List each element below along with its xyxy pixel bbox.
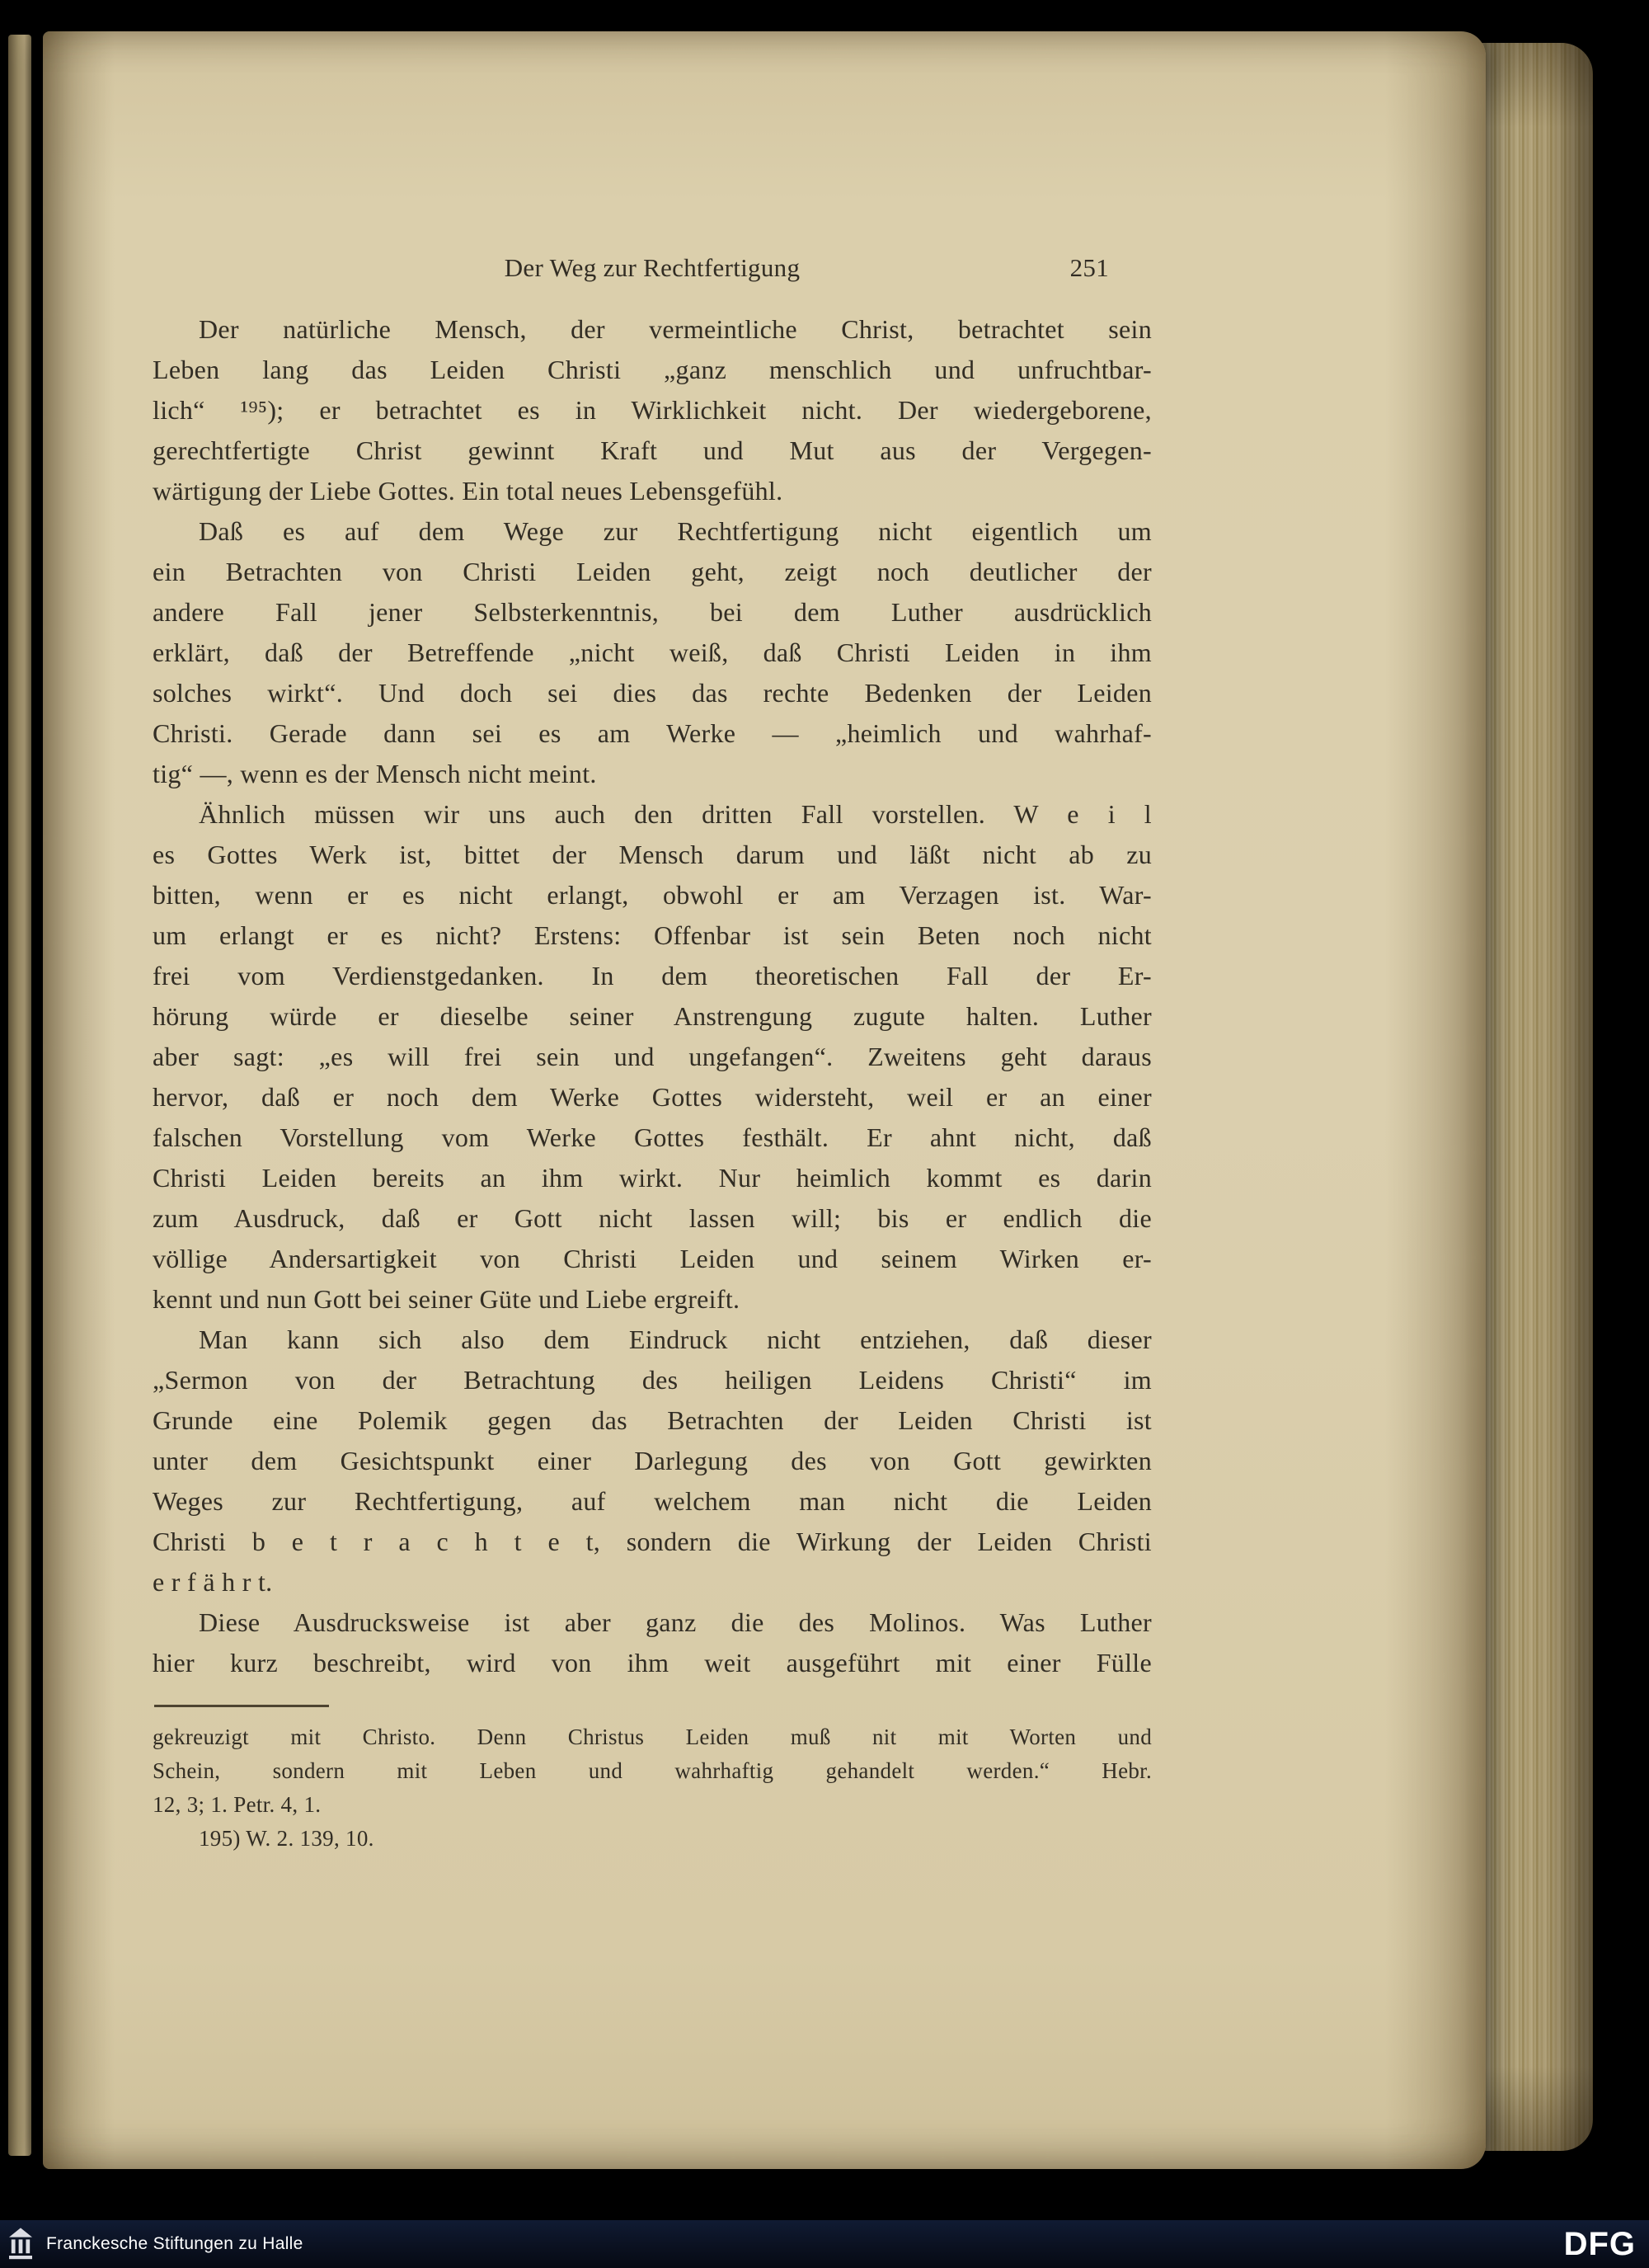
paragraph-4 xyxy=(153,1320,1152,1602)
running-title: Der Weg zur Rechtfertigung xyxy=(504,253,801,282)
text-line: um erlangt er es nicht? Erstens: Offenbar ist sein Beten noch nicht xyxy=(153,920,1152,950)
text-line: völlige Andersartigkeit von Christi Leiden und seinem Wirken er- xyxy=(153,1244,1152,1273)
paragraph-1 xyxy=(153,309,1152,511)
book-page xyxy=(43,31,1486,2169)
paragraph-5 xyxy=(153,1602,1152,1683)
text-line: falschen Vorstellung vom Werke Gottes festhält. Er ahnt nicht, daß xyxy=(153,1122,1152,1152)
text-line: Ähnlich müssen wir uns auch den dritten Fall vorstellen. W e i l xyxy=(199,799,1152,829)
text-line: zum Ausdruck, daß er Gott nicht lassen will; bis er endlich die xyxy=(153,1203,1152,1233)
page-header xyxy=(153,247,1152,288)
text-line: Daß es auf dem Wege zur Rechtfertigung nicht eigentlich um xyxy=(199,516,1152,546)
text-line: gerechtfertigte Christ gewinnt Kraft und Mut aus der Vergegen- xyxy=(153,435,1152,465)
text-line: Christi. Gerade dann sei es am Werke — „heimlich und wahrhaf- xyxy=(153,718,1152,748)
provider-name: Franckesche Stiftungen zu Halle xyxy=(46,2234,303,2253)
paragraph-3 xyxy=(153,794,1152,1320)
text-line: tig“ —, wenn es der Mensch nicht meint. xyxy=(153,759,597,788)
dfg-logo: DFG xyxy=(1563,2225,1636,2262)
text-line: wärtigung der Liebe Gottes. Ein total neues Lebensgefühl. xyxy=(153,476,783,506)
text-block xyxy=(153,247,1152,1856)
text-line: Weges zur Rechtfertigung, auf welchem man nicht die Leiden xyxy=(153,1486,1152,1516)
text-line: gekreuzigt mit Christo. Denn Christus Leiden muß nit mit Worten und xyxy=(153,1725,1152,1749)
text-line: Man kann sich also dem Eindruck nicht entziehen, daß dieser xyxy=(199,1325,1152,1354)
viewer-footer-bar xyxy=(0,2220,1649,2268)
text-line: Christi Leiden bereits an ihm wirkt. Nur heimlich kommt es darin xyxy=(153,1163,1152,1193)
text-line: kennt und nun Gott bei seiner Güte und Liebe ergreift. xyxy=(153,1284,740,1314)
text-line: Christi b e t r a c h t e t, sondern die Wirkung der Leiden Christi xyxy=(153,1527,1152,1556)
text-line: frei vom Verdienstgedanken. In dem theoretischen Fall der Er- xyxy=(153,961,1152,990)
text-line: Schein, sondern mit Leben und wahrhaftig gehandelt werden.“ Hebr. xyxy=(153,1758,1152,1783)
franckesche-stiftungen-logo xyxy=(7,2227,35,2261)
text-line: Der natürliche Mensch, der vermeintliche Christ, betrachtet sein xyxy=(199,314,1152,344)
opposite-page-edge xyxy=(8,35,31,2156)
text-line: Leben lang das Leiden Christi „ganz menschlich und unfruchtbar- xyxy=(153,355,1152,384)
text-line: andere Fall jener Selbsterkenntnis, bei dem Luther ausdrücklich xyxy=(153,597,1152,627)
text-line: lich“ ¹⁹⁵); er betrachtet es in Wirklichkeit nicht. Der wiedergeborene, xyxy=(153,395,1152,425)
text-line: es Gottes Werk ist, bittet der Mensch darum und läßt nicht ab zu xyxy=(153,840,1152,869)
text-line: hier kurz beschreibt, wird von ihm weit ausgeführt mit einer Fülle xyxy=(153,1648,1152,1677)
page-stack-fore-edge xyxy=(1474,43,1593,2151)
text-line: hervor, daß er noch dem Werke Gottes widersteht, weil er an einer xyxy=(153,1082,1152,1112)
paragraph-2 xyxy=(153,511,1152,794)
footnote-separator xyxy=(154,1705,329,1707)
text-line: Grunde eine Polemik gegen das Betrachten der Leiden Christi ist xyxy=(153,1405,1152,1435)
text-line: aber sagt: „es will frei sein und ungefangen“. Zweitens geht daraus xyxy=(153,1042,1152,1071)
text-line: „Sermon von der Betrachtung des heiligen Leidens Christi“ im xyxy=(153,1365,1152,1395)
text-line: erklärt, daß der Betreffende „nicht weiß, daß Christi Leiden in ihm xyxy=(153,638,1152,667)
text-line: 12, 3; 1. Petr. 4, 1. xyxy=(153,1792,322,1817)
text-line: ein Betrachten von Christi Leiden geht, zeigt noch deutlicher der xyxy=(153,557,1152,586)
text-line: solches wirkt“. Und doch sei dies das rechte Bedenken der Leiden xyxy=(153,678,1152,708)
page-number: 251 xyxy=(1069,253,1109,282)
text-line: e r f ä h r t. xyxy=(153,1567,273,1597)
text-line: hörung würde er dieselbe seiner Anstrengung zugute halten. Luther xyxy=(153,1001,1152,1031)
text-line: 195) W. 2. 139, 10. xyxy=(199,1826,374,1851)
footnote xyxy=(153,1720,1152,1856)
provider-block xyxy=(0,2227,303,2261)
text-line: unter dem Gesichtspunkt einer Darlegung des von Gott gewirkten xyxy=(153,1446,1152,1475)
text-line: bitten, wenn er es nicht erlangt, obwohl er am Verzagen ist. War- xyxy=(153,880,1152,910)
text-line: Diese Ausdrucksweise ist aber ganz die des Molinos. Was Luther xyxy=(199,1607,1152,1637)
